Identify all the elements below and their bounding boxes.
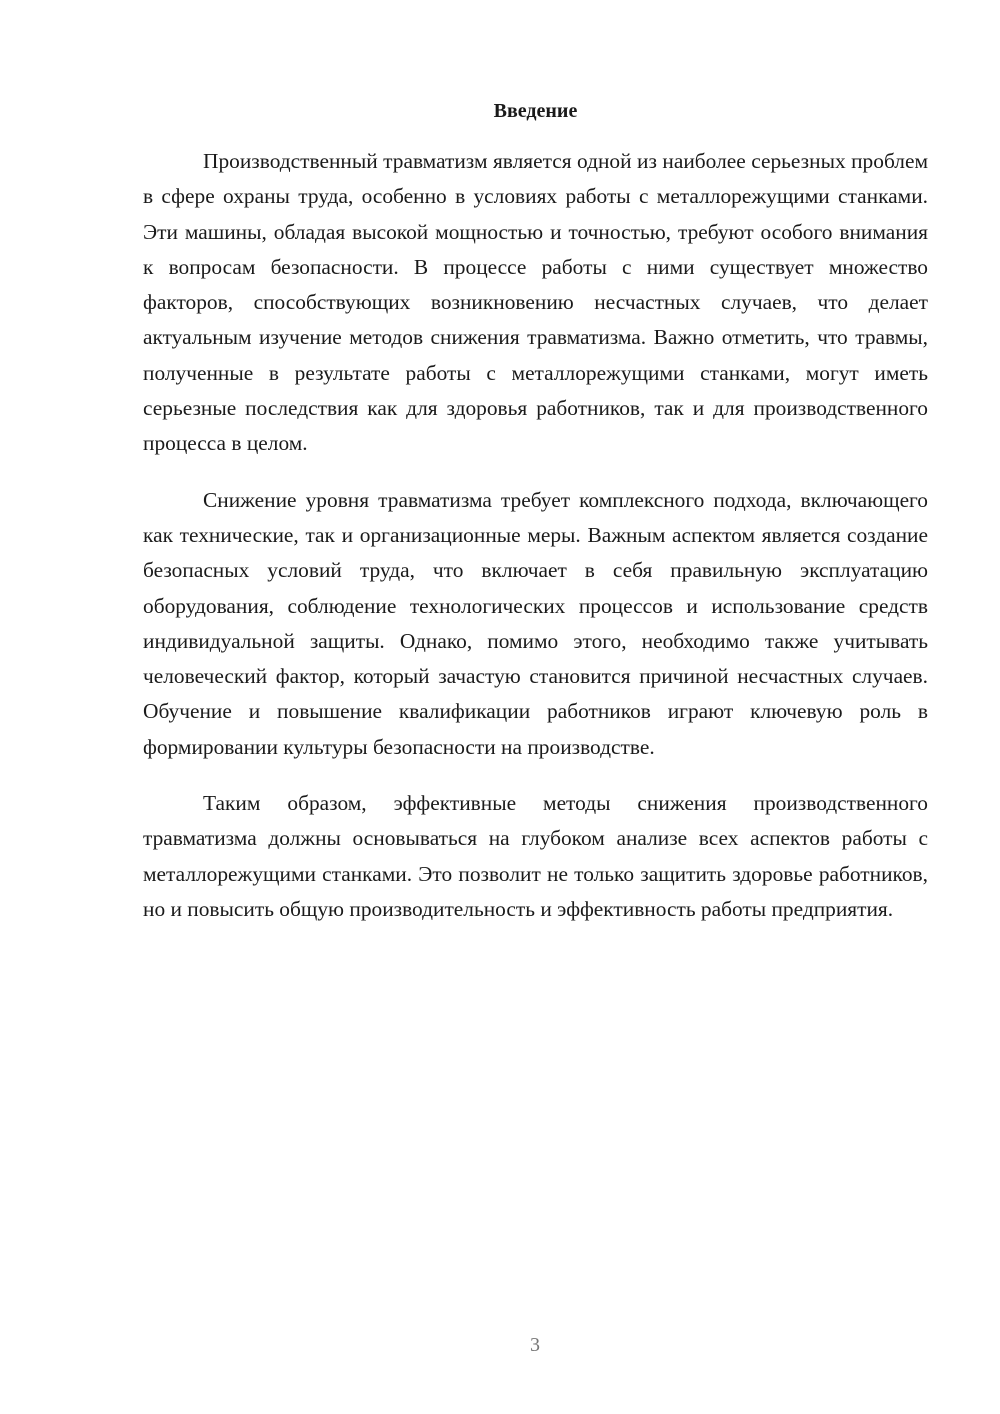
page-number: 3 bbox=[530, 1334, 540, 1356]
page-title: Введение bbox=[493, 100, 578, 122]
paragraph-2: Снижение уровня травматизма требует комплексного подхода, включающего как технические, так и организационные меры. Важным аспектом является создание безопасных условий труда, что включает в себя правильную эксплуатацию оборудования, соблюдение технологических процессов и использование средств индивидуальной защиты. Однако, помимо этого, необходимо также учитывать человеческий фактор, который зачастую становится причиной несчастных случаев. Обучение и повышение квалификации работников играют ключевую роль в формировании культуры безопасности на производстве. bbox=[143, 487, 928, 759]
paragraph-3: Таким образом, эффективные методы снижения производственного травматизма должны основываться на глубоком анализе всех аспектов работы с металлорежущими станками. Это позволит не только защитить здоровье работников, но и повысить общую производительность и эффективность работы предприятия. bbox=[143, 791, 928, 921]
paragraph-1: Производственный травматизм является одной из наиболее серьезных проблем в сфере охраны труда, особенно в условиях работы с металлорежущими станками. Эти машины, обладая высокой мощностью и точностью, требуют особого внимания к вопросам безопасности. В процессе работы с ними существует множество факторов, способствующих возникновению несчастных случаев, что делает актуальным изучение методов снижения травматизма. Важно отметить, что травмы, полученные в результате работы с металлорежущими станками, могут иметь серьезные последствия как для здоровья работников, так и для производственного процесса в целом. bbox=[143, 149, 928, 456]
page-content bbox=[143, 96, 928, 927]
